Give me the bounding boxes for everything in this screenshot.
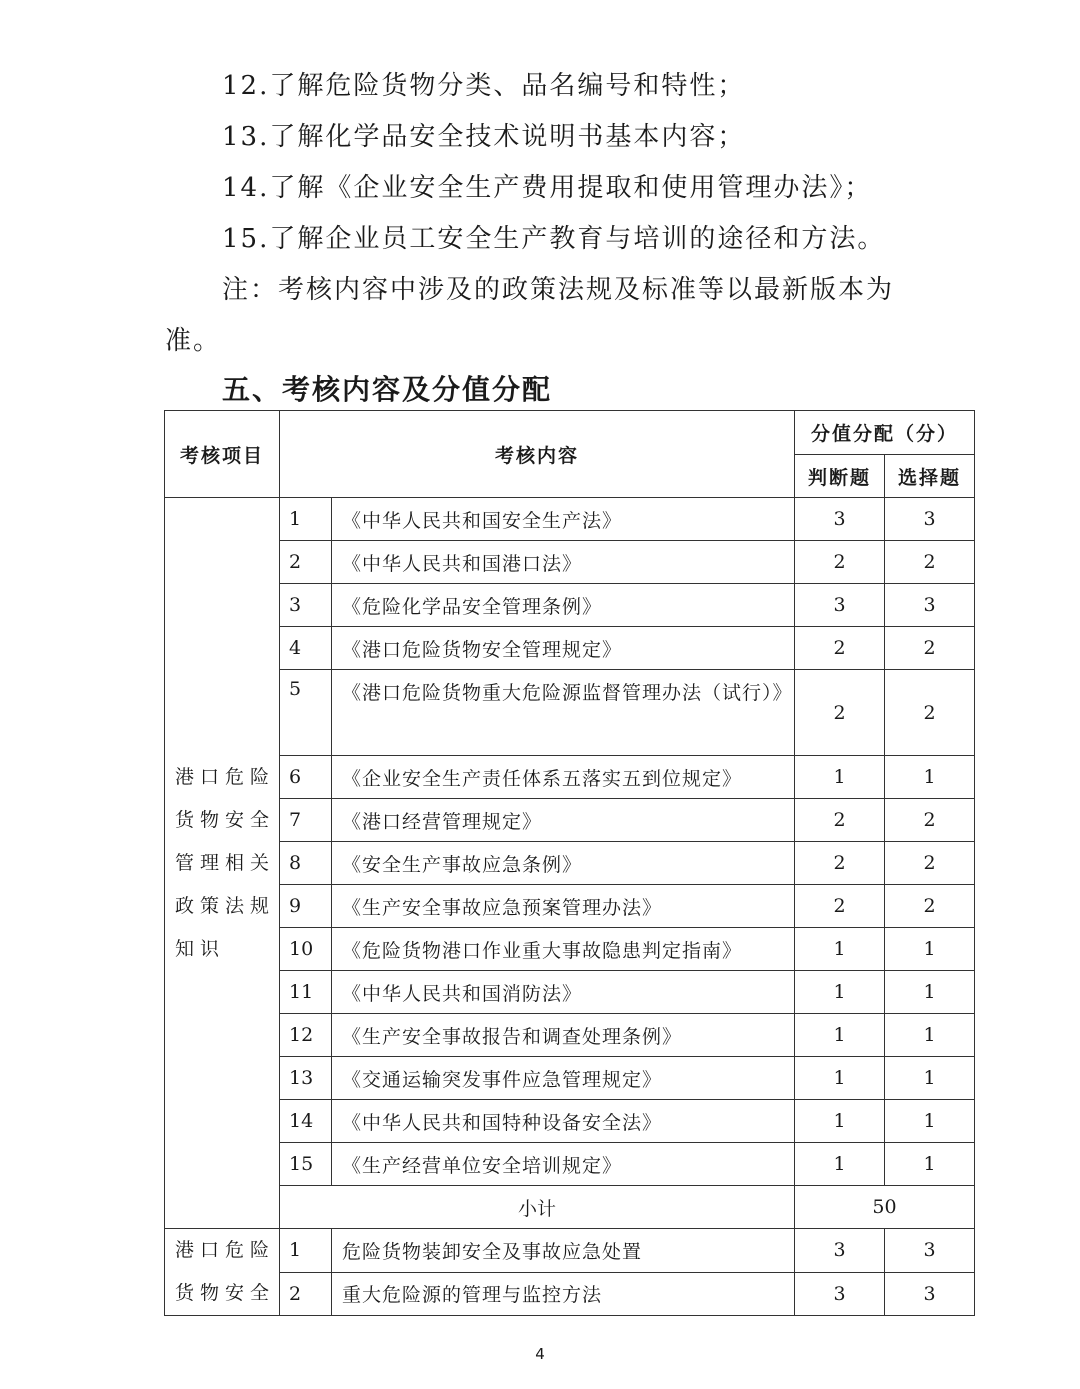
row-choice-score: 1 [885, 971, 975, 1014]
header-content: 考核内容 [280, 411, 795, 498]
row-content: 《企业安全生产责任体系五落实五到位规定》 [332, 756, 795, 799]
paragraph-item-15: 15.了解企业员工安全生产教育与培训的途径和方法。 [222, 224, 886, 254]
row-judge-score: 1 [795, 971, 885, 1014]
table-row [165, 928, 975, 971]
row-number: 1 [280, 1229, 332, 1273]
table-row [165, 584, 975, 627]
table-row [165, 541, 975, 584]
row-content: 危险货物装卸安全及事故应急处置 [332, 1229, 795, 1273]
row-number: 6 [280, 756, 332, 799]
row-choice-score: 1 [885, 1014, 975, 1057]
score-allocation-table [164, 410, 975, 1316]
row-judge-score: 2 [795, 885, 885, 928]
note-paragraph: 注：考核内容中涉及的政策法规及标准等以最新版本为 [222, 275, 895, 305]
row-number: 15 [280, 1143, 332, 1186]
row-content: 《生产安全事故报告和调查处理条例》 [332, 1014, 795, 1057]
table-row [165, 498, 975, 541]
row-number: 7 [280, 799, 332, 842]
row-judge-score: 3 [795, 1229, 885, 1273]
row-choice-score: 2 [885, 541, 975, 584]
row-content: 《交通运输突发事件应急管理规定》 [332, 1057, 795, 1100]
row-number: 4 [280, 627, 332, 670]
row-choice-score: 2 [885, 885, 975, 928]
row-choice-score: 1 [885, 1143, 975, 1186]
category-cell: 港口危险货物安全管理相关政策法规知识 [165, 498, 280, 1229]
row-content: 《安全生产事故应急条例》 [332, 842, 795, 885]
row-content: 《中华人民共和国安全生产法》 [332, 498, 795, 541]
row-choice-score: 2 [885, 627, 975, 670]
page-number: 4 [535, 1345, 545, 1363]
subtotal-row [165, 1186, 975, 1229]
row-number: 8 [280, 842, 332, 885]
table-row [165, 627, 975, 670]
row-judge-score: 1 [795, 1014, 885, 1057]
row-content: 《中华人民共和国特种设备安全法》 [332, 1100, 795, 1143]
table-row [165, 1272, 975, 1316]
table-row [165, 1229, 975, 1273]
row-judge-score: 1 [795, 928, 885, 971]
table-row [165, 799, 975, 842]
table-row [165, 885, 975, 928]
row-number: 12 [280, 1014, 332, 1057]
row-content: 《中华人民共和国港口法》 [332, 541, 795, 584]
table-row [165, 756, 975, 799]
table-row [165, 1100, 975, 1143]
row-number: 5 [280, 670, 332, 756]
row-judge-score: 1 [795, 756, 885, 799]
row-choice-score: 3 [885, 498, 975, 541]
table-row [165, 1143, 975, 1186]
row-number: 2 [280, 541, 332, 584]
row-judge-score: 3 [795, 584, 885, 627]
row-number: 9 [280, 885, 332, 928]
row-judge-score: 2 [795, 842, 885, 885]
row-choice-score: 1 [885, 1057, 975, 1100]
table-header-row [165, 411, 975, 455]
row-content: 《港口经营管理规定》 [332, 799, 795, 842]
row-judge-score: 2 [795, 627, 885, 670]
table-row [165, 670, 975, 756]
row-choice-score: 3 [885, 584, 975, 627]
row-number: 1 [280, 498, 332, 541]
row-choice-score: 2 [885, 842, 975, 885]
note-paragraph-continued: 准。 [165, 326, 222, 356]
row-judge-score: 1 [795, 1100, 885, 1143]
row-number: 3 [280, 584, 332, 627]
row-judge-score: 1 [795, 1057, 885, 1100]
header-choice: 选择题 [885, 455, 975, 498]
row-content: 重大危险源的管理与监控方法 [332, 1272, 795, 1316]
section-heading: 五、考核内容及分值分配 [222, 373, 553, 406]
paragraph-item-14: 14.了解《企业安全生产费用提取和使用管理办法》； [222, 173, 873, 203]
row-judge-score: 2 [795, 670, 885, 756]
paragraph-item-13: 13.了解化学品安全技术说明书基本内容； [222, 122, 746, 152]
paragraph-item-12: 12.了解危险货物分类、品名编号和特性； [222, 71, 746, 101]
subtotal-label: 小计 [280, 1186, 795, 1229]
row-choice-score: 1 [885, 756, 975, 799]
row-content: 《生产安全事故应急预案管理办法》 [332, 885, 795, 928]
category-cell: 港口危险货物安全 [165, 1229, 280, 1316]
row-choice-score: 1 [885, 1100, 975, 1143]
table-row [165, 842, 975, 885]
row-content: 《危险货物港口作业重大事故隐患判定指南》 [332, 928, 795, 971]
row-judge-score: 1 [795, 1143, 885, 1186]
header-judge: 判断题 [795, 455, 885, 498]
row-choice-score: 2 [885, 670, 975, 756]
row-content: 《港口危险货物重大危险源监督管理办法（试行）》 [332, 670, 795, 756]
row-content: 《中华人民共和国消防法》 [332, 971, 795, 1014]
row-number: 11 [280, 971, 332, 1014]
row-choice-score: 1 [885, 928, 975, 971]
row-number: 10 [280, 928, 332, 971]
row-content: 《生产经营单位安全培训规定》 [332, 1143, 795, 1186]
row-number: 14 [280, 1100, 332, 1143]
header-item: 考核项目 [165, 411, 280, 498]
row-choice-score: 2 [885, 799, 975, 842]
table-row [165, 1014, 975, 1057]
row-choice-score: 3 [885, 1229, 975, 1273]
row-number: 13 [280, 1057, 332, 1100]
subtotal-value: 50 [795, 1186, 975, 1229]
row-judge-score: 3 [795, 498, 885, 541]
row-content: 《危险化学品安全管理条例》 [332, 584, 795, 627]
table-row [165, 971, 975, 1014]
table-row [165, 1057, 975, 1100]
row-number: 2 [280, 1272, 332, 1316]
row-judge-score: 3 [795, 1272, 885, 1316]
header-score-group: 分值分配（分） [795, 411, 975, 455]
row-content: 《港口危险货物安全管理规定》 [332, 627, 795, 670]
row-judge-score: 2 [795, 799, 885, 842]
row-choice-score: 3 [885, 1272, 975, 1316]
row-judge-score: 2 [795, 541, 885, 584]
